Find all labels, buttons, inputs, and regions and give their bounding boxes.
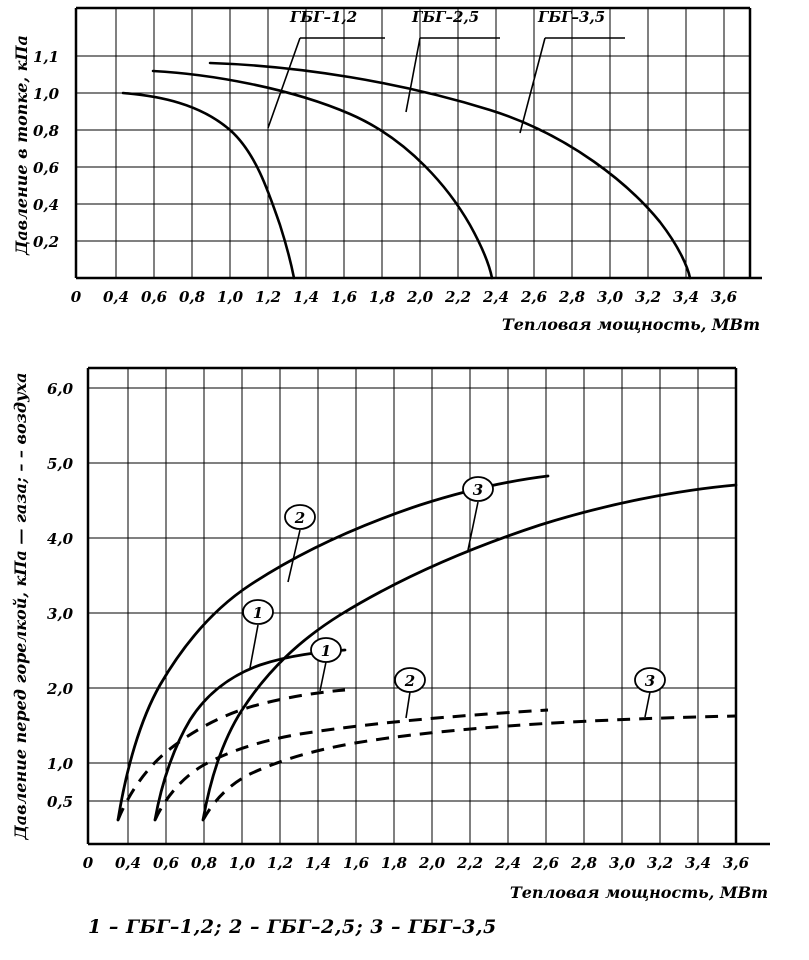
top-series-label-3: ГБГ–3,5 [538, 8, 606, 26]
top-axes [76, 8, 762, 278]
bottom-xtick-1: 0,4 [114, 854, 142, 872]
top-xtick-17: 3,6 [710, 288, 738, 306]
top-xtick-6: 1,4 [292, 288, 320, 306]
top-xtick-0: 0 [70, 288, 82, 306]
bottom-xtick-2: 0,6 [152, 854, 180, 872]
top-ytick-3: 0,8 [32, 122, 60, 140]
top-ytick-5: 1,1 [32, 48, 60, 66]
callout-label-gas-1: 1 [252, 604, 264, 622]
bottom-ytick-2: 2,0 [46, 680, 74, 698]
bottom-xtick-6: 1,4 [304, 854, 332, 872]
callout-label-gas-2: 2 [294, 509, 306, 527]
top-ytick-2: 0,6 [32, 159, 60, 177]
chart-top-svg [0, 0, 809, 340]
bottom-xtick-17: 3,6 [722, 854, 750, 872]
top-xtick-9: 2,0 [406, 288, 434, 306]
top-xtick-10: 2,2 [444, 288, 472, 306]
top-xtick-12: 2,6 [520, 288, 548, 306]
bottom-xtick-16: 3,4 [684, 854, 712, 872]
top-ytick-1: 0,4 [32, 196, 60, 214]
top-ytick-0: 0,2 [32, 233, 60, 251]
top-series-label-2: ГБГ–2,5 [412, 8, 480, 26]
bottom-xtick-0: 0 [82, 854, 94, 872]
bottom-ytick-4: 4,0 [46, 530, 74, 548]
chart-top-pressure-in-furnace [0, 0, 809, 340]
top-xtick-4: 1,0 [216, 288, 244, 306]
top-curves [123, 63, 690, 278]
bottom-xtick-11: 2,4 [494, 854, 522, 872]
bottom-xtick-15: 3,2 [646, 854, 674, 872]
top-xtick-15: 3,2 [634, 288, 662, 306]
top-xtick-1: 0,4 [102, 288, 130, 306]
bottom-ytick-6: 6,0 [46, 380, 74, 398]
top-leader-lines [268, 38, 625, 133]
curve-gbg-2-5 [153, 71, 492, 278]
top-ytick-4: 1,0 [32, 85, 60, 103]
bottom-ytick-3: 3,0 [46, 605, 74, 623]
bottom-callout-leaders [250, 502, 650, 718]
callout-label-air-3: 3 [644, 672, 656, 690]
top-xtick-11: 2,4 [482, 288, 510, 306]
top-xtick-2: 0,6 [140, 288, 168, 306]
bottom-axes [88, 368, 770, 844]
top-xtick-8: 1,8 [368, 288, 396, 306]
chart-bottom-svg [0, 350, 809, 910]
bottom-ytick-1: 1,0 [46, 755, 74, 773]
bottom-xtick-14: 3,0 [608, 854, 636, 872]
bottom-x-axis-label: Тепловая мощность, МВт [509, 883, 768, 902]
curve-gas-gbg-1-2 [155, 650, 345, 820]
bottom-ytick-5: 5,0 [46, 455, 74, 473]
bottom-gas-curves [118, 476, 736, 820]
top-xtick-3: 0,8 [178, 288, 206, 306]
bottom-y-axis-label: Давление перед горелкой, кПа — газа; – – воздуха [11, 372, 30, 840]
bottom-callouts [243, 477, 665, 692]
bottom-xtick-10: 2,2 [456, 854, 484, 872]
bottom-xtick-9: 2,0 [418, 854, 446, 872]
bottom-xtick-3: 0,8 [190, 854, 218, 872]
top-grid-horizontal [76, 56, 750, 241]
callout-label-air-2: 2 [404, 672, 416, 690]
top-xtick-5: 1,2 [254, 288, 282, 306]
top-xtick-14: 3,0 [596, 288, 624, 306]
bottom-xtick-12: 2,6 [532, 854, 560, 872]
bottom-grid-horizontal [88, 388, 736, 801]
callout-label-air-1: 1 [320, 642, 332, 660]
top-series-label-1: ГБГ–1,2 [290, 8, 358, 26]
bottom-xtick-4: 1,0 [228, 854, 256, 872]
top-x-axis-label: Тепловая мощность, МВт [501, 315, 760, 334]
bottom-ytick-0: 0,5 [46, 793, 74, 811]
bottom-xtick-13: 2,8 [570, 854, 598, 872]
top-xtick-16: 3,4 [672, 288, 700, 306]
figure-caption: 1 – ГБГ–1,2; 2 – ГБГ–2,5; 3 – ГБГ–3,5 [88, 916, 497, 938]
top-xtick-13: 2,8 [558, 288, 586, 306]
callout-label-gas-3: 3 [472, 481, 484, 499]
bottom-xtick-7: 1,6 [342, 854, 370, 872]
chart-bottom-pressure-before-burner [0, 350, 809, 910]
top-xtick-7: 1,6 [330, 288, 358, 306]
bottom-xtick-8: 1,8 [380, 854, 408, 872]
bottom-xtick-5: 1,2 [266, 854, 294, 872]
bottom-grid-vertical [88, 368, 736, 844]
curve-gbg-3-5 [210, 63, 690, 278]
top-y-axis-label: Давление в топке, кПа [12, 35, 31, 255]
